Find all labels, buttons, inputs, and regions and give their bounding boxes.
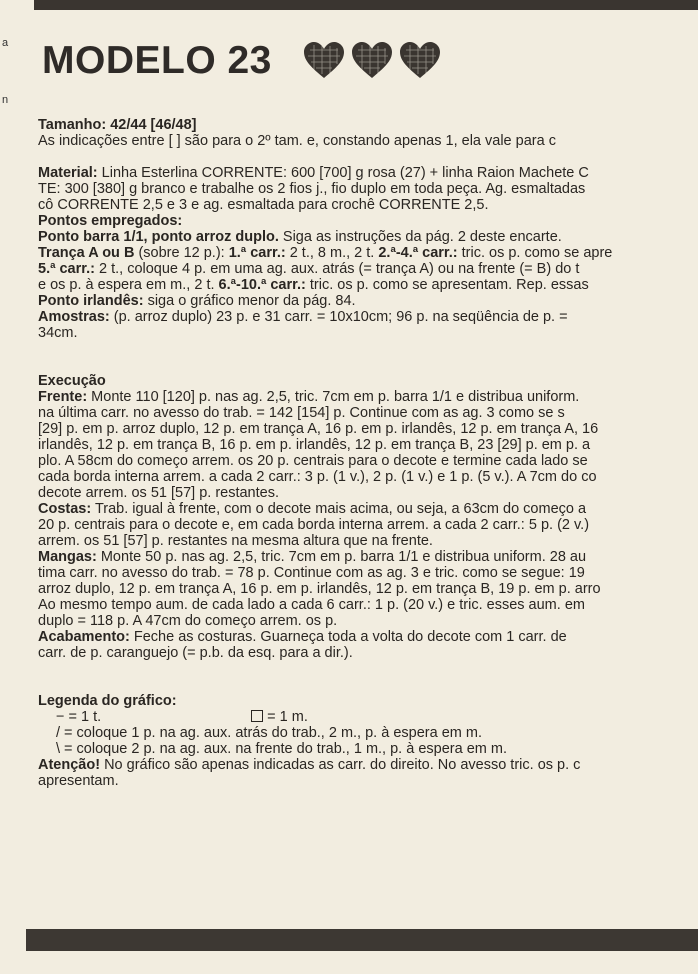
gauge-line: Amostras: (p. arroz duplo) 23 p. e 31 carr. = 10x10cm; 96 p. na seqüência de p. = (38, 309, 568, 325)
size-text: As indicações entre [ ] são para o 2º tam. e, constando apenas 1, ela vale para c (38, 133, 556, 149)
difficulty-hearts (302, 40, 442, 80)
front-line: plo. A 58cm do começo arrem. os 20 p. centrais para o decote e termine cada lado se (38, 453, 588, 469)
finishing-line: Acabamento: Feche as costuras. Guarneça toda a volta do decote com 1 carr. de (38, 629, 567, 645)
back-line: Costas: Trab. igual à frente, com o decote mais acima, ou seja, a 63cm do começo a (38, 501, 587, 517)
rib-stitch-line: Ponto barra 1/1, ponto arroz duplo. Siga as instruções da pág. 2 deste encarte. (38, 229, 562, 245)
front-line: irlandês, 12 p. em trança B, 16 p. em p. irlandês, 12 p. em trança B, 23 [29] p. em p. a (38, 437, 591, 453)
front-line: na última carr. no avesso do trab. = 142 [154] p. Continue com as ag. 3 como se s (38, 405, 565, 421)
finishing-line: carr. de p. caranguejo (= p.b. da esq. para a dir.). (38, 645, 353, 661)
edge-fragment: a (2, 37, 9, 49)
sleeves-line: tima carr. no avesso do trab. = 78 p. Continue com as ag. 3 e tric. como se segue: 19 (38, 565, 585, 581)
heart-icon (350, 40, 394, 80)
front-line: decote arrem. os 51 [57] p. restantes. (38, 485, 279, 501)
front-line: [29] p. em p. arroz duplo, 12 p. em trança A, 16 p. em p. irlandês, 12 p. em trança A, 16 (38, 421, 599, 437)
front-line: Frente: Monte 110 [120] p. nas ag. 2,5, tric. 7cm em p. barra 1/1 e distribua uniform. (38, 389, 580, 405)
size-heading: Tamanho: 42/44 [46/48] (38, 117, 197, 133)
cable-line: e os p. à espera em m., 2 t. 6.ª-10.ª carr.: tric. os p. como se apresentam. Rep. essas (38, 277, 589, 293)
sleeves-line: duplo = 118 p. A 47cm do começo arrem. os p. (38, 613, 338, 629)
attention-line: Atenção! No gráfico são apenas indicadas as carr. do direito. No avesso tric. os p. c (38, 757, 581, 773)
legend-heading: Legenda do gráfico: (38, 693, 177, 709)
gauge-line: 34cm. (38, 325, 78, 341)
material-line: TE: 300 [380] g branco e trabalhe os 2 fios j., fio duplo em toda peça. Ag. esmaltadas (38, 181, 586, 197)
material-line: Material: Linha Esterlina CORRENTE: 600 [700] g rosa (27) + linha Raion Machete C (38, 165, 589, 181)
page-title: MODELO 23 (42, 38, 272, 82)
front-line: cada borda interna arrem. a cada 2 carr.: 3 p. (1 v.), 2 p. (1 v.) e 1 p. (5 v.). A 7cm do co (38, 469, 597, 485)
pattern-text (38, 117, 694, 789)
legend-row: \ = coloque 2 p. na ag. aux. na frente do trab., 1 m., p. à espera em m. (56, 741, 507, 757)
back-line: arrem. os 51 [57] p. restantes na mesma altura que na frente. (38, 533, 433, 549)
top-rule-bar (34, 0, 698, 10)
sleeves-line: arroz duplo, 12 p. em trança A, 16 p. em p. irlandês, 12 p. em trança B, 19 p. em p. arro (38, 581, 601, 597)
cable-line: Trança A ou B (sobre 12 p.): 1.ª carr.: 2 t., 8 m., 2 t. 2.ª-4.ª carr.: tric. os p. como se apre (38, 245, 613, 261)
legend-row: − = 1 t. = 1 m. (56, 709, 308, 725)
legend-row: / = coloque 1 p. na ag. aux. atrás do trab., 2 m., p. à espera em m. (56, 725, 482, 741)
square-icon (251, 710, 263, 722)
heart-icon (398, 40, 442, 80)
edge-fragment: n (2, 94, 9, 106)
title-row (42, 40, 442, 80)
sleeves-line: Mangas: Monte 50 p. nas ag. 2,5, tric. 7cm em p. barra 1/1 e distribua uniform. 28 au (38, 549, 587, 565)
execution-heading: Execução (38, 373, 106, 389)
bottom-rule-bar (26, 929, 698, 951)
stitches-heading: Pontos empregados: (38, 213, 183, 229)
attention-line: apresentam. (38, 773, 119, 789)
heart-icon (302, 40, 346, 80)
cable-line: 5.ª carr.: 2 t., coloque 4 p. em uma ag. aux. atrás (= trança A) ou na frente (= B) do t (38, 261, 580, 277)
sleeves-line: Ao mesmo tempo aum. de cada lado a cada 6 carr.: 1 p. (20 v.) e tric. esses aum. em (38, 597, 585, 613)
material-line: cô CORRENTE 2,5 e 3 e ag. esmaltada para crochê CORRENTE 2,5. (38, 197, 489, 213)
irish-stitch-line: Ponto irlandês: siga o gráfico menor da pág. 84. (38, 293, 356, 309)
back-line: 20 p. centrais para o decote e, em cada borda interna arrem. a cada 2 carr.: 5 p. (2 v.) (38, 517, 590, 533)
